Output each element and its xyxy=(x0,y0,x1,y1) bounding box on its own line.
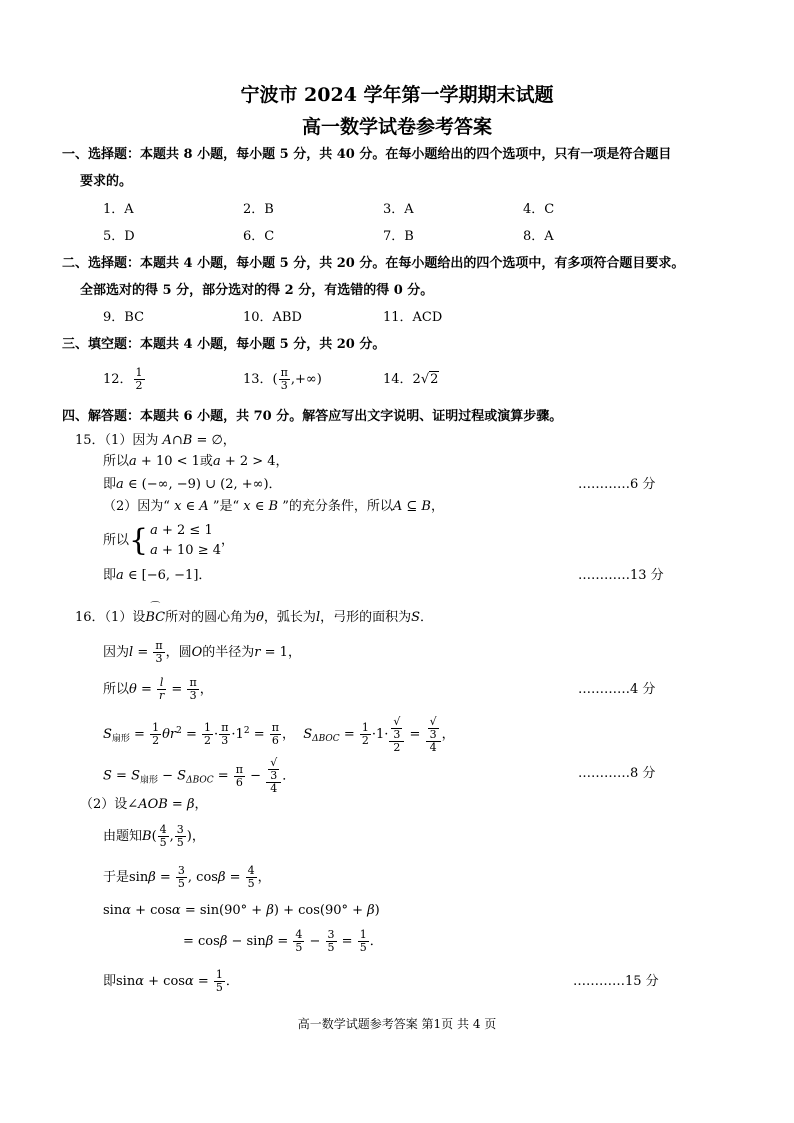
q16-point-b-line: 由题知B( $\frac{4}{5}$ , $\frac{3}{5}$ )， xyxy=(103,823,205,849)
q16-score-3: …………15 分 xyxy=(573,974,659,989)
answer-9: 9．BC xyxy=(103,310,145,325)
q16-part1-line: 16．（1）设⌒ BC所对的圆心角为θ，弧长为l，弓形的面积为S． xyxy=(75,609,433,627)
q16-identity-line: sinα + cosα = sin(90° + β) + cos(90° + β) xyxy=(103,903,380,918)
answer-11: 11．ACD xyxy=(383,310,443,325)
exam-title: 宁波市 2024 学年第一学期期末试题 xyxy=(240,84,554,106)
page-footer: 高一数学试题参考答案 第1页 共 4 页 xyxy=(297,1017,497,1031)
section2-instructions-cont: 全部选对的得 5 分，部分选对的得 2 分，有选错的得 0 分。 xyxy=(80,283,434,298)
section1-instructions: 一、选择题：本题共 8 小题，每小题 5 分，共 40 分。在每小题给出的四个选项中，只有一项是符合题目 xyxy=(62,147,672,162)
q16-part2-line: （2）设∠AOB = β， xyxy=(80,797,208,812)
q16-given-line: 因为l = $\frac{\pi}{3}$ ，圆O的半径为r = 1， xyxy=(103,639,301,665)
section3-instructions: 三、填空题：本题共 4 小题，每小题 5 分，共 20 分。 xyxy=(62,337,386,352)
q16-score-2: …………8 分 xyxy=(578,766,656,781)
q16-result-line: 即sinα + cosα = $\frac{1}{5}$ ． xyxy=(103,968,239,994)
q16-sincos-line: 于是sinβ = $\frac{3}{5}$ , cosβ = $\frac{4}{5}$ ， xyxy=(103,864,271,890)
answer-8: 8．A xyxy=(523,229,554,244)
answer-1: 1．A xyxy=(103,202,134,217)
q16-compute-line: = cosβ − sinβ = $\frac{4}{5}$ − $\frac{3}{5}$ = $\frac{1}{5}$ ． xyxy=(183,928,383,954)
q16-area-line: $S_{扇形}$ = $\frac{1}{2}$ $\theta r^2$ = $\frac{1}{2}$ · $\frac{\pi}{3}$ $\cdot 1^2$ = $\frac{\pi}{6}$ ， $S_{\Delta BOC}$ = $\frac{1}{2}$ ·1· √ 3 2 = √ 3 4 ， xyxy=(103,714,455,754)
q16-segment-area-line: $S = S_{扇形} - S_{\Delta BOC}$ = $\frac{\pi}{6}$ − √ 3 4 ． xyxy=(103,756,296,795)
q16-score-1: …………4 分 xyxy=(578,682,656,697)
answer-2: 2．B xyxy=(243,202,274,217)
answer-key-title: 高一数学试卷参考答案 xyxy=(301,116,492,138)
q15-system-line: 所以{ a + 2 ≤ 1 a + 10 ≥ 4， xyxy=(103,522,235,558)
answer-3: 3．A xyxy=(383,202,414,217)
q15-condition-line: 所以a + 10 < 1或a + 2 > 4， xyxy=(103,454,289,469)
answer-10: 10．ABD xyxy=(243,310,302,325)
q15-score-1: …………6 分 xyxy=(578,477,656,492)
section2-instructions: 二、选择题：本题共 4 小题，每小题 5 分，共 20 分。在每小题给出的四个选项中，有多项符合题目要求。 xyxy=(62,256,685,271)
answer-4: 4．C xyxy=(523,202,555,217)
answer-6: 6．C xyxy=(243,229,275,244)
q15-result2-line: 即a ∈ [−6, −1]． xyxy=(103,568,212,583)
answer-7: 7．B xyxy=(383,229,414,244)
answer-13: 13．( $\frac{\pi}{3}$ ,+∞) xyxy=(243,366,322,392)
answer-12: 12． $\frac{1}{2}$ xyxy=(103,366,143,392)
q15-part1-line: 15．（1）因为 A∩B = ∅， xyxy=(75,433,236,448)
answer-5: 5．D xyxy=(103,229,135,244)
answer-14: 14．2√2 xyxy=(383,372,439,387)
section4-instructions: 四、解答题：本题共 6 小题，共 70 分。解答应写出文字说明、证明过程或演算步骤。 xyxy=(62,409,563,424)
q16-theta-line: 所以θ = $\frac{l}{r}$ = $\frac{\pi}{3}$ ， xyxy=(103,676,213,702)
section1-instructions-cont: 要求的。 xyxy=(80,174,133,189)
q15-part2-line: （2）因为“ x ∈ A ”是“ x ∈ B ”的充分条件，所以A ⊆ B， xyxy=(103,499,444,514)
q15-result1-line: 即a ∈ (−∞, −9) ∪ (2, +∞)． xyxy=(103,477,282,492)
q15-score-2: …………13 分 xyxy=(578,568,664,583)
